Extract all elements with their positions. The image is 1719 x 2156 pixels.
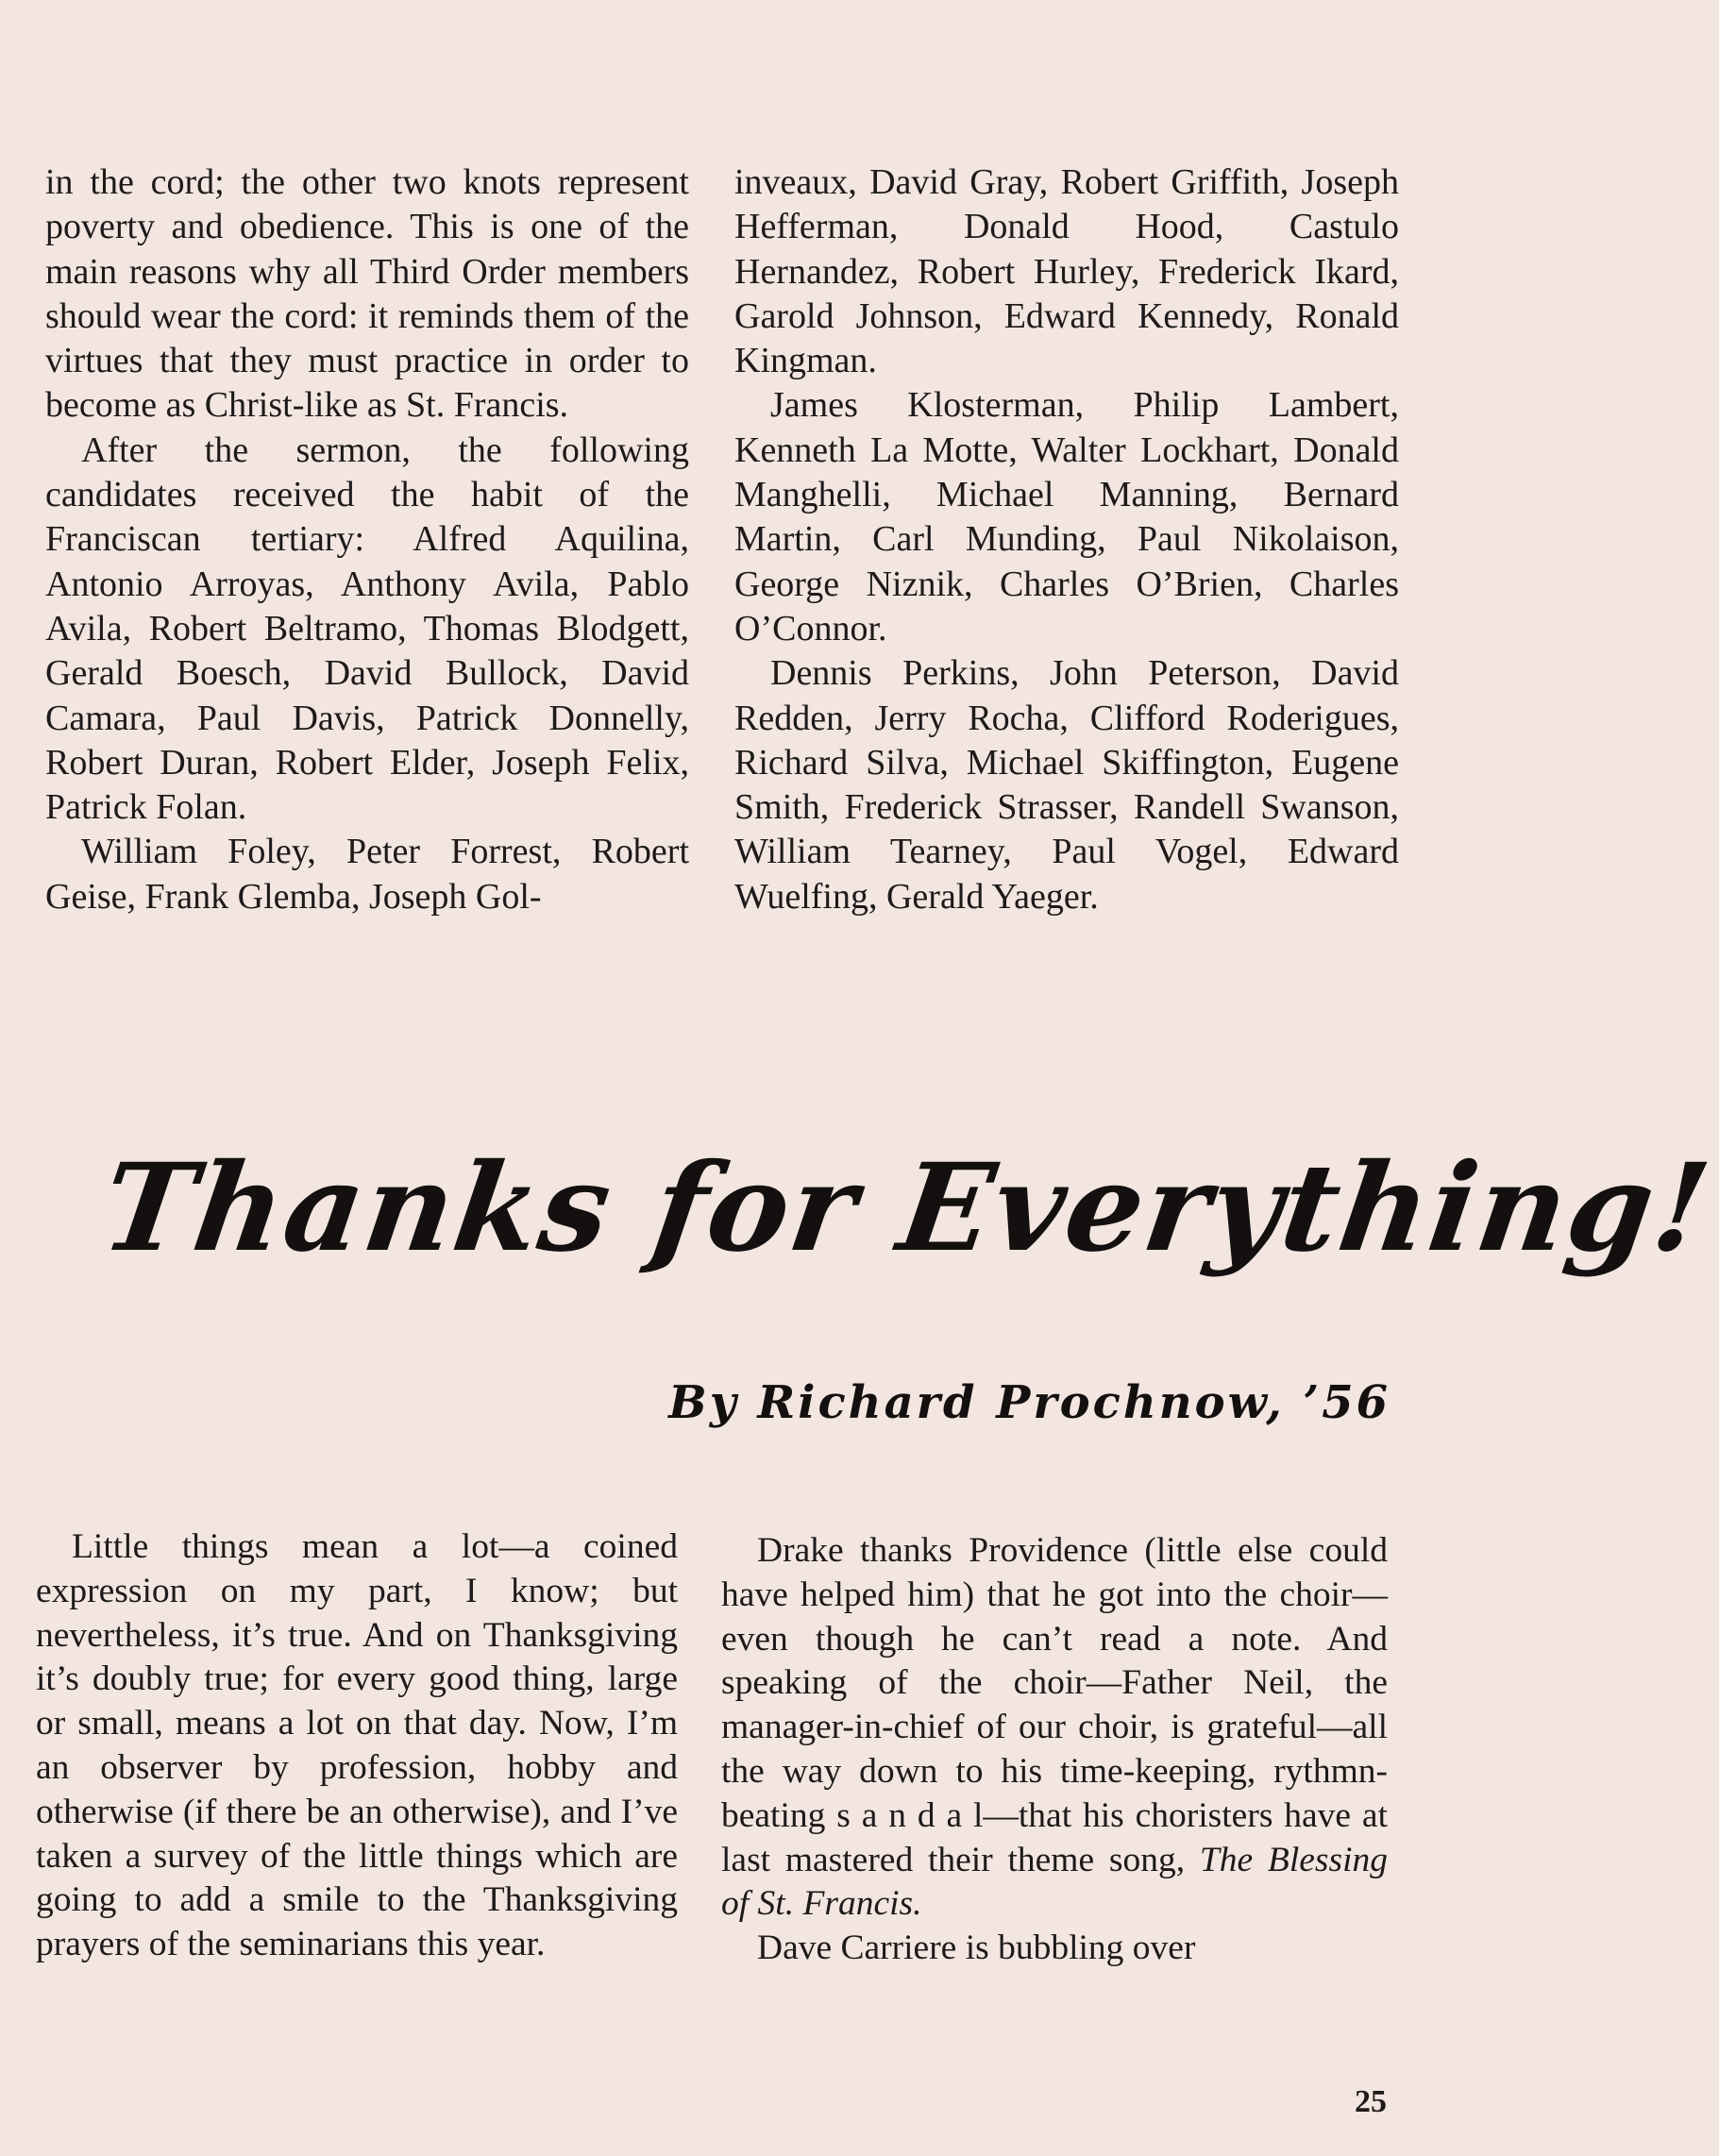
page-number: 25 (1355, 2084, 1387, 2119)
paragraph: After the sermon, the following candidates received the habit of the Franciscan tertiary: Alfred Aquilina, Antonio Arroyas, Anthony Avila, Pablo Avila, Robert Beltramo, Thomas Blodgett, Gerald Boesch, David Bullock, David Camara, Paul Davis, Patrick Donnelly, Robert Duran, Robert Elder, Joseph Felix, Patrick Folan. (45, 430, 689, 828)
paragraph: in the cord; the other two knots represent poverty and obedience. This is one of the main reasons why all Third Order members should wear the cord: it reminds them of the virtues that they must practice in order to become as Christ-like as St. Francis. (45, 162, 689, 426)
paragraph: James Klosterman, Philip Lambert, Kenneth La Motte, Walter Lockhart, Donald Manghelli, Michael Manning, Bernard Martin, Carl Munding, Paul Nikolaison, George Niznik, Charles O’Brien, Charles O’Connor. (734, 385, 1399, 648)
bottom-left-column (36, 1525, 678, 1967)
song-title: The Blessing of St. Francis. (721, 1840, 1388, 1924)
paragraph: Little things mean a lot—a coined expression on my part, I know; but nevertheless, it’s true. And on Thanksgiving it’s doubly true; for every good thing, large or small, means a lot on that day. Now, I’m an observer by profession, hobby and otherwise (if there be an otherwise), and I’ve taken a survey of the little things which are going to add a smile to the Thanksgiving prayers of the seminarians this year. (36, 1527, 678, 1964)
top-left-column (45, 160, 689, 919)
paragraph: Dennis Perkins, John Peterson, David Redden, Jerry Rocha, Clifford Roderigues, Richard Silva, Michael Skiffington, Eugene Smith, Frederick Strasser, Randell Swanson, William Tearney, Paul Vogel, Edward Wuelfing, Gerald Yaeger. (734, 653, 1399, 917)
paragraph: inveaux, David Gray, Robert Griffith, Joseph Hefferman, Donald Hood, Castulo Hernandez, Robert Hurley, Frederick Ikard, Garold Johnson, Edward Kennedy, Ronald Kingman. (734, 162, 1399, 381)
paragraph: William Foley, Peter Forrest, Robert Geise, Frank Glemba, Joseph Gol- (45, 832, 689, 917)
paragraph-text: Drake thanks Providence (little else could have helped him) that he got into the choir—even though he can’t read a note. And speaking of the choir—Father Neil, the manager-in-chief of our choir, is grateful—all the way down to his time-keeping, rythmn-beating s a n d a l—that his choristers have at last mastered their theme song, (721, 1531, 1388, 1879)
bottom-right-column (721, 1529, 1388, 1971)
top-right-column (734, 160, 1399, 919)
paragraph (721, 1529, 1388, 1927)
paragraph: Dave Carriere is bubbling over (757, 1929, 1196, 1968)
article-byline: By Richard Prochnow, ’56 (668, 1376, 1390, 1429)
article-title: Thanks for Everything! (93, 1137, 1719, 1279)
